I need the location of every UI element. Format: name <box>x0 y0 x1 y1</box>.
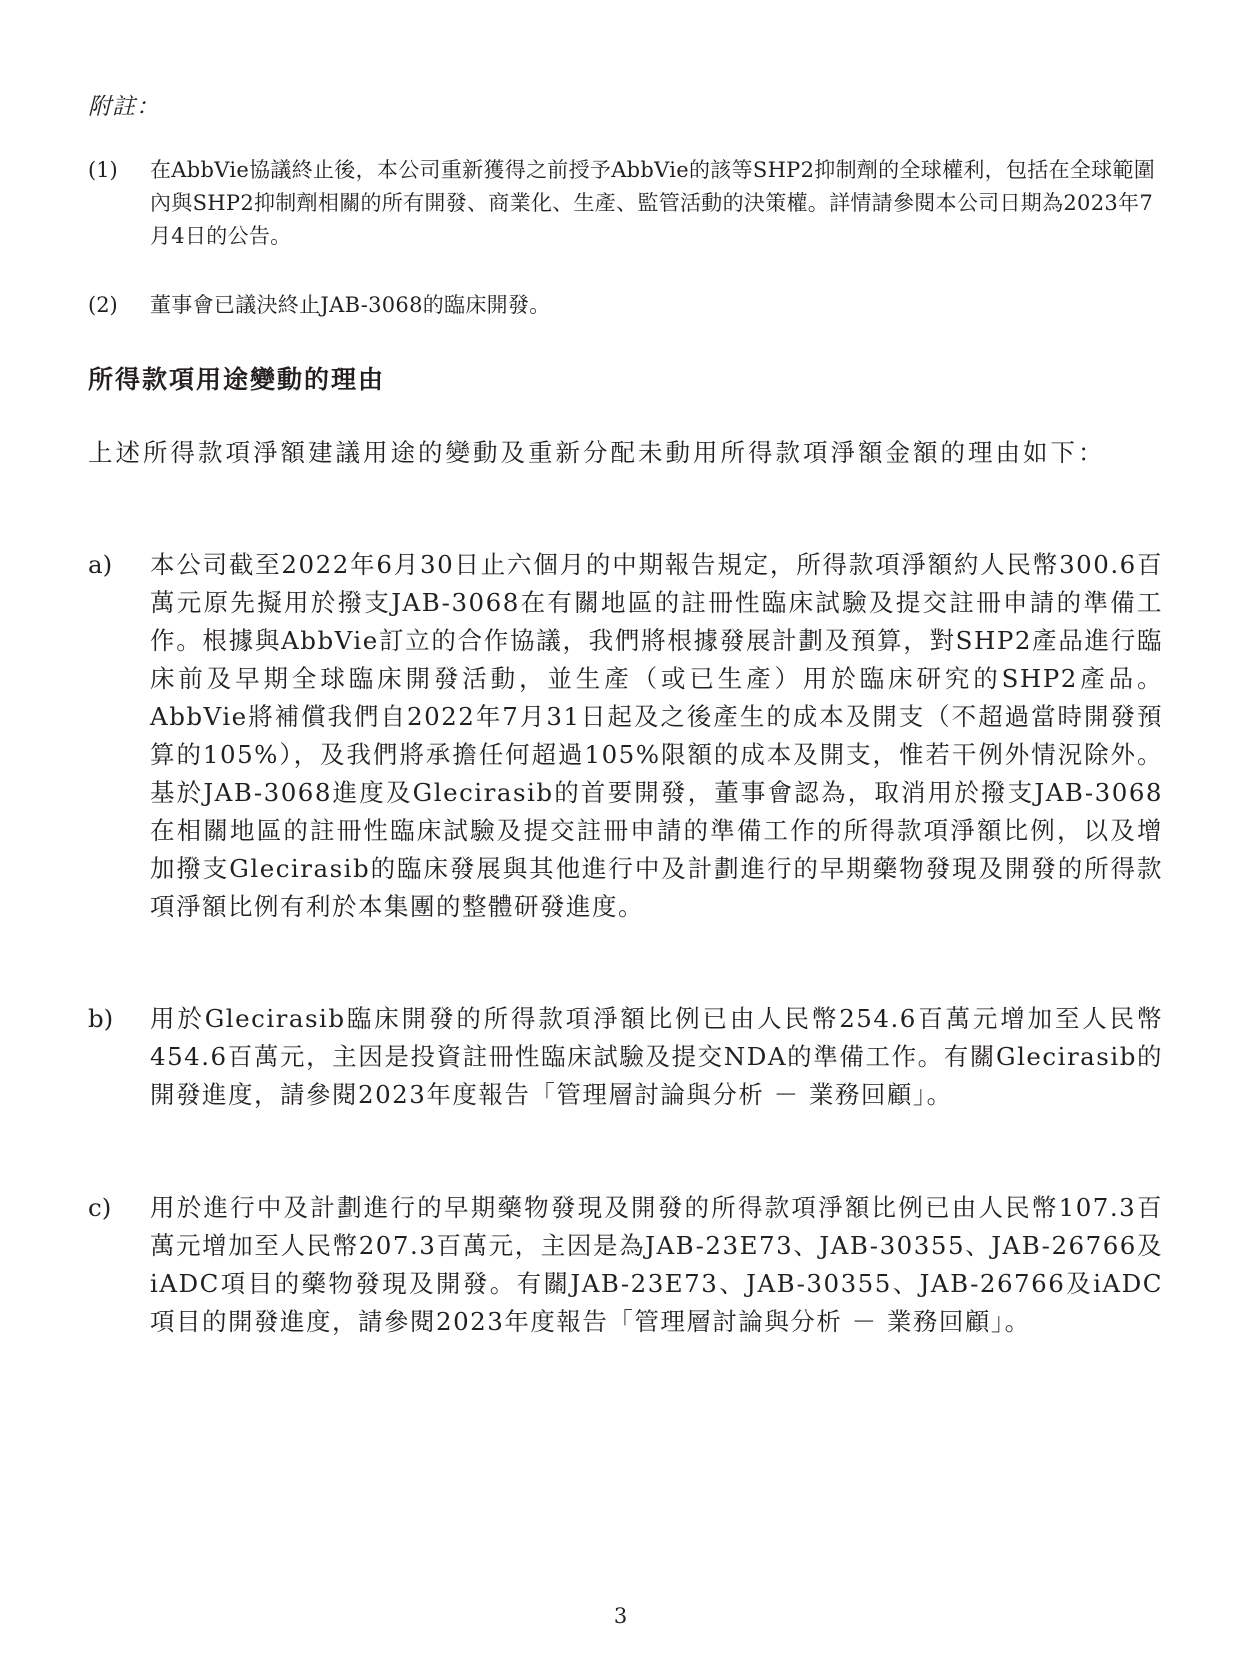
reason-item <box>88 1189 1163 1341</box>
reason-text: 用於Glecirasib臨床開發的所得款項淨額比例已由人民幣254.6百萬元增加至人民幣454.6百萬元，主因是投資註冊性臨床試驗及提交NDA的準備工作。有關Glecirasib的開發進度，請參閱2023年度報告「管理層討論與分析 － 業務回顧」。 <box>150 1004 1163 1109</box>
reason-label: b) <box>88 1004 114 1033</box>
reason-label: c) <box>88 1193 112 1222</box>
section-intro: 上述所得款項淨額建議用途的變動及重新分配未動用所得款項淨額金額的理由如下： <box>88 438 1106 467</box>
reason-item <box>88 546 1163 926</box>
note-text: 在AbbVie協議終止後，本公司重新獲得之前授予AbbVie的該等SHP2抑制劑的全球權利，包括在全球範圍內與SHP2抑制劑相關的所有開發、商業化、生產、監管活動的決策權。詳情請參閱本公司日期為2023年7月4日的公告。 <box>150 158 1156 248</box>
notes-heading: 附註： <box>88 94 160 120</box>
section-title: 所得款項用途變動的理由 <box>88 365 386 394</box>
reason-label: a) <box>88 550 113 579</box>
reason-text: 本公司截至2022年6月30日止六個月的中期報告規定，所得款項淨額約人民幣300.6百萬元原先擬用於撥支JAB-3068在有關地區的註冊性臨床試驗及提交註冊申請的準備工作。根據與AbbVie訂立的合作協議，我們將根據發展計劃及預算，對SHP2產品進行臨床前及早期全球臨床開發活動，並生產（或已生產）用於臨床研究的SHP2產品。AbbVie將補償我們自2022年7月31日起及之後產生的成本及開支（不超過當時開發預算的105%），及我們將承擔任何超過105%限額的成本及開支，惟若干例外情況除外。基於JAB-3068進度及Glecirasib的首要開發，董事會認為，取消用於撥支JAB-3068在相關地區的註冊性臨床試驗及提交註冊申請的準備工作的所得款項淨額比例，以及增加撥支Glecirasib的臨床發展與其他進行中及計劃進行的早期藥物發現及開發的所得款項淨額比例有利於本集團的整體研發進度。 <box>150 550 1163 921</box>
note-item <box>88 154 1163 253</box>
reason-item <box>88 1000 1163 1114</box>
note-text: 董事會已議決終止JAB-3068的臨床開發。 <box>150 293 551 317</box>
note-item <box>88 289 1163 322</box>
page-number: 3 <box>613 1604 628 1628</box>
note-number: (2) <box>88 293 118 317</box>
reason-text: 用於進行中及計劃進行的早期藥物發現及開發的所得款項淨額比例已由人民幣107.3百萬元增加至人民幣207.3百萬元，主因是為JAB-23E73、JAB-30355、JAB-26766及iADC項目的藥物發現及開發。有關JAB-23E73、JAB-30355、JAB-26766及iADC項目的開發進度，請參閱2023年度報告「管理層討論與分析 － 業務回顧」。 <box>150 1193 1163 1336</box>
note-number: (1) <box>88 158 118 182</box>
